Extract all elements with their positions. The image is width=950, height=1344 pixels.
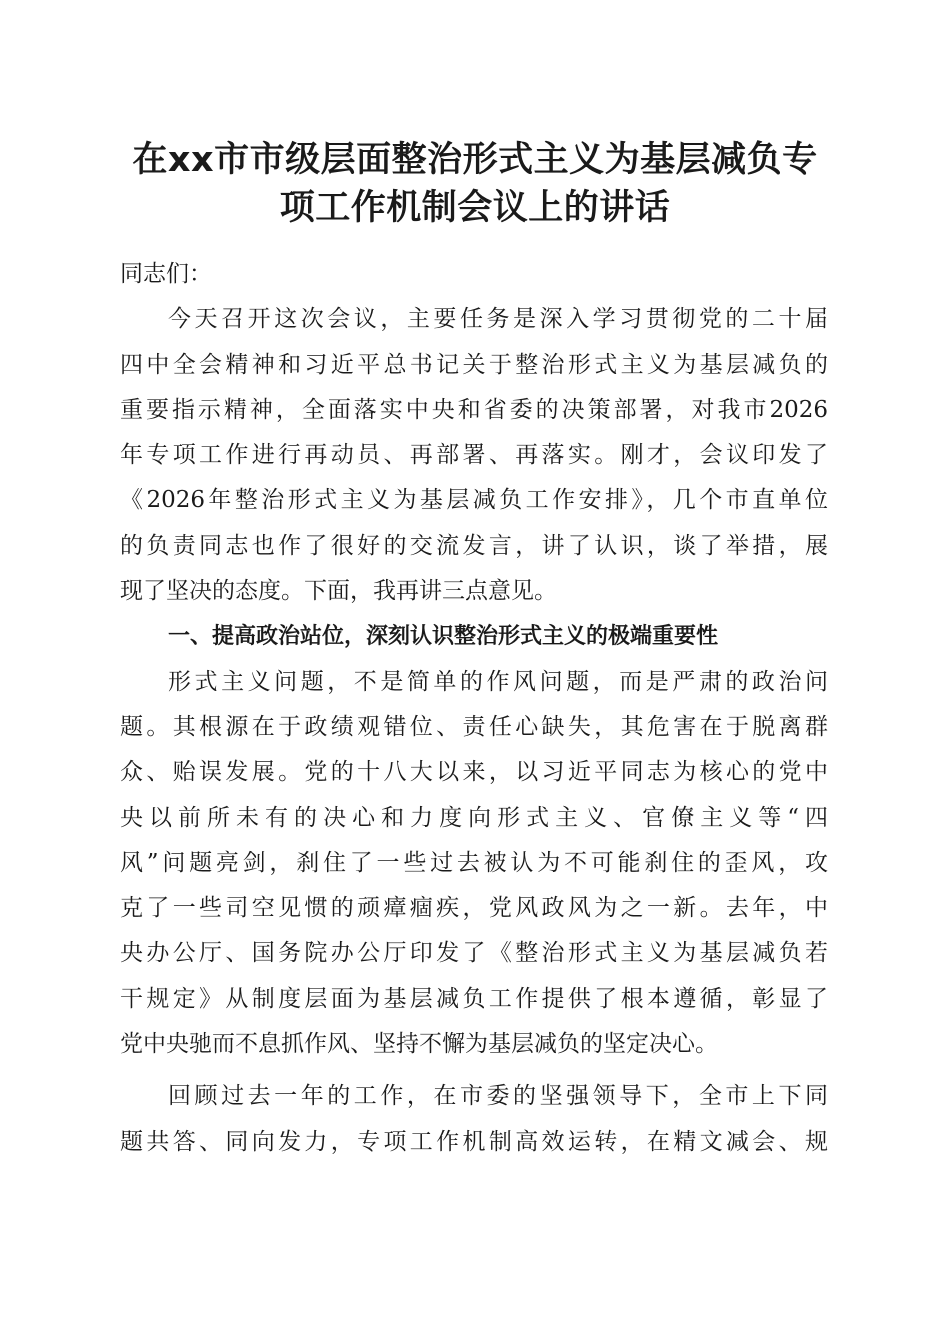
text-line: 今天召开这次会议，主要任务是深入学习贯彻党的二十届 <box>168 306 828 333</box>
text-line: 题。其根源在于政绩观错位、责任心缺失，其危害在于脱离群 <box>120 713 828 740</box>
salutation: 同志们： <box>120 261 212 287</box>
paragraph-spacer <box>120 1067 828 1074</box>
text-line: 四中全会精神和习近平总书记关于整治形式主义为基层减负的 <box>120 351 828 378</box>
text-line: 众、贻误发展。党的十八大以来，以习近平同志为核心的党中 <box>120 759 828 786</box>
paragraph-review <box>120 1074 828 1165</box>
text-line: 央办公厅、国务院办公厅印发了《整治形式主义为基层减负若 <box>120 940 828 967</box>
text-line: 回顾过去一年的工作，在市委的坚强领导下，全市上下同 <box>168 1083 828 1110</box>
text-line: 风”问题亮剑，刹住了一些过去被认为不可能刹住的歪风，攻 <box>120 849 828 876</box>
paragraph-intro <box>120 297 828 614</box>
title-line: 在xx市市级层面整治形式主义为基层减负专 <box>132 140 818 180</box>
text-line: 央以前所未有的决心和力度向形式主义、官僚主义等“四 <box>120 804 828 831</box>
text-line: 重要指示精神，全面落实中央和省委的决策部署，对我市2026 <box>120 396 828 423</box>
text-line: 干规定》从制度层面为基层减负工作提供了根本遵循，彰显了 <box>120 985 828 1012</box>
section-heading: 一、提高政治站位，深刻认识整治形式主义的极端重要性 <box>168 624 719 650</box>
page-title <box>100 136 850 232</box>
text-line: 题共答、同向发力，专项工作机制高效运转，在精文减会、规 <box>120 1128 828 1155</box>
text-line: 形式主义问题，不是简单的作风问题，而是严肃的政治问 <box>168 668 828 695</box>
text-line: 年专项工作进行再动员、再部署、再落实。刚才，会议印发了 <box>120 442 828 469</box>
text-line: 《2026年整治形式主义为基层减负工作安排》，几个市直单位 <box>120 487 828 514</box>
text-line: 现了坚决的态度。下面，我再讲三点意见。 <box>120 578 557 605</box>
paragraph-formalism <box>120 660 828 1068</box>
text-line: 克了一些司空见惯的顽瘴痼疾，党风政风为之一新。去年，中 <box>120 895 828 922</box>
text-line: 党中央驰而不息抓作风、坚持不懈为基层减负的坚定决心。 <box>120 1031 718 1058</box>
title-line: 项工作机制会议上的讲话 <box>279 188 671 228</box>
text-line: 的负责同志也作了很好的交流发言，讲了认识，谈了举措，展 <box>120 532 828 559</box>
document-body <box>120 252 828 1165</box>
